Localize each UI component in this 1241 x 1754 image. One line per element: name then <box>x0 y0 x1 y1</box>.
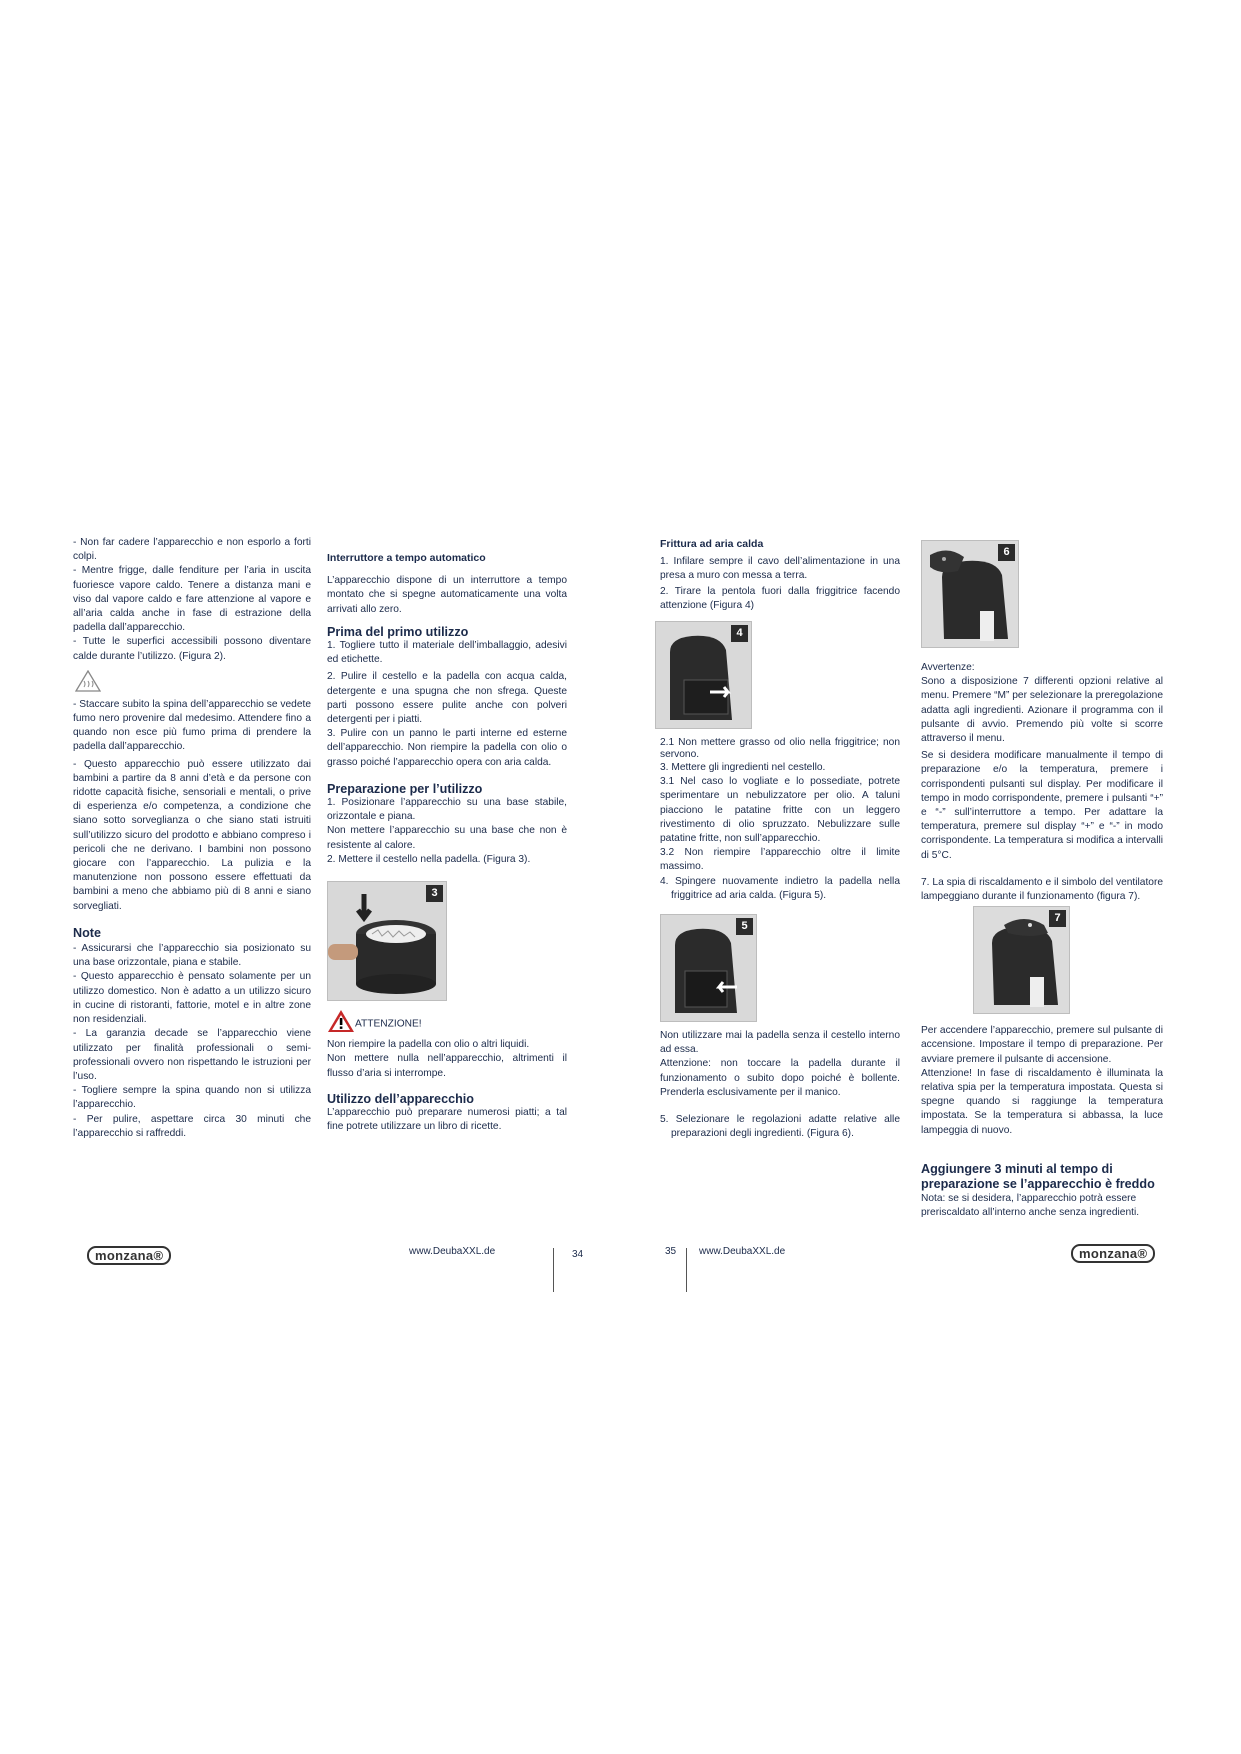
step: 3. Mettere gli ingredienti nel cestello. <box>660 762 826 774</box>
paragraph: - Questo apparecchio può essere utilizzato dai bambini a partire da 8 anni d’età e da persone con ridotte capacità fisiche, sensoriali e mentali, o prive di esperienza e/o competenza, a condizione che siano sotto sorveglianza o che siano stati istruiti sull’utilizzo sicuro del prodotto e abbiano compreso i pericoli che ne derivano. I bambini non possono giocare con l’apparecchio. La pulizia e la manutenzione non possono essere effettuati da bambini a meno che abbiamo più di 8 anni e siano sorvegliati. <box>73 758 311 912</box>
figure-5-push-pan-image <box>660 914 757 1022</box>
section-heading: Preparazione per l’utilizzo <box>327 781 483 796</box>
note-item: - Questo apparecchio è pensato solamente per un utilizzo domestico. Non è adatto a un utilizzo sicuro in cucine di ristoranti, fattorie, motel e in altre zone non residenziali. <box>73 971 311 1026</box>
figure-3-basket-image <box>327 881 447 1001</box>
column-2 <box>327 551 567 1134</box>
paragraph: Non riempire la padella con olio o altri liquidi. <box>327 1039 530 1051</box>
paragraph: L’apparecchio può preparare numerosi piatti; a tal fine potrete utilizzare un libro di ricette. <box>327 1107 567 1133</box>
section-heading: Prima del primo utilizzo <box>327 624 469 639</box>
figure-6-control-panel-image <box>921 540 1019 648</box>
paragraph: - Non far cadere l’apparecchio e non esporlo a forti colpi. <box>73 537 311 563</box>
step: 5. Selezionare le regolazioni adatte relative alle preparazioni degli ingredienti. (Figura 6). <box>660 1114 900 1140</box>
paragraph: L’apparecchio dispone di un interruttore a tempo montato che si spegne automaticamente una volta arrivati allo zero. <box>327 575 567 615</box>
figure-4-pull-pan-image <box>655 621 752 729</box>
step: 4. Spingere nuovamente indietro la padella nella friggitrice ad aria calda. (Figura 5). <box>660 875 900 901</box>
figure-number: 3 <box>426 885 443 902</box>
paragraph: Sono a disposizione 7 differenti opzioni relative al menu. Premere “M” per selezionare la preregolazione adatta agli ingredienti. Azionare il programma con il pulsante di avvio. Premendo più volte si scorre attraverso il menu. <box>921 676 1163 745</box>
brand-logo-left: monzana® <box>87 1246 171 1265</box>
section-heading: Frittura ad aria calda <box>660 538 764 550</box>
section-heading: Aggiungere 3 minuti al tempo di preparazione se l’apparecchio è freddo <box>921 1161 1155 1191</box>
step: 2.1 Non mettere grasso od olio nella friggitrice; non servono. <box>660 737 900 761</box>
note-item: - Togliere sempre la spina quando non si utilizza l’apparecchio. <box>73 1085 311 1111</box>
warning-icon <box>327 1009 355 1038</box>
paragraph: Se si desidera modificare manualmente il tempo di preparazione e/o la temperatura, premere i corrispondenti pulsanti sul display. Per modificare il tempo in modo corrispondente, premere i pulsanti “+” e “-” sull’interruttore a tempo. Per adattare la temperatura, premere sul display “+” e “-” in modo corrispondente. La temperatura si modifica a intervalli di 5°C. <box>921 750 1163 861</box>
column-4 <box>921 540 1163 1220</box>
paragraph: Nota: se si desidera, l’apparecchio potrà essere preriscaldato all’interno anche senza ingredienti. <box>921 1192 1140 1219</box>
note-item: - Per pulire, aspettare circa 30 minuti che l’apparecchio si raffreddi. <box>73 1113 311 1139</box>
paragraph: - Staccare subito la spina dell’apparecchio se vedete fumo nero provenire dal medesimo. Attendere fino a quando non esce più fumo prima di prendere la padella dall’apparecchio. <box>73 698 311 753</box>
note-item: - Assicurarsi che l’apparecchio sia posizionato su una base orizzontale, piana e stabile. <box>73 943 311 969</box>
step: 7. La spia di riscaldamento e il simbolo del ventilatore lampeggiano durante il funzionamento (figura 7). <box>921 876 1163 903</box>
page-divider <box>686 1248 687 1292</box>
column-3 <box>660 537 900 1141</box>
paragraph: Non mettere nulla nell’apparecchio, altrimenti il flusso d’aria si interrompe. <box>327 1053 567 1079</box>
attention-label: ATTENZIONE! <box>355 1018 422 1030</box>
note-heading: Note <box>73 925 101 940</box>
figure-number: 5 <box>736 918 753 935</box>
step: 1. Infilare sempre il cavo dell’alimentazione in una presa a muro con messa a terra. <box>660 556 900 582</box>
note-item: - La garanzia decade se l’apparecchio viene utilizzato per finalità professionali o semi-professionali ovvero non rispettando le istruzioni per l’uso. <box>73 1028 311 1082</box>
page-divider <box>553 1248 554 1292</box>
section-heading: Interruttore a tempo automatico <box>327 552 486 564</box>
figure-number: 4 <box>731 625 748 642</box>
paragraph: Non utilizzare mai la padella senza il cestello interno ad essa. <box>660 1030 900 1056</box>
paragraph: Attenzione: non toccare la padella durante il funzionamento o subito dopo poiché è bollente. Prenderla esclusivamente per il manico. <box>660 1058 900 1098</box>
website-link-right[interactable]: www.DeubaXXL.de <box>699 1246 786 1257</box>
step: 2. Pulire il cestello e la padella con acqua calda, detergente e una spugna che non sfrega. Queste parti possono essere pulite anche con polveri detergenti per i piatti. <box>327 671 567 726</box>
step: 2. Mettere il cestello nella padella. (Figura 3). <box>327 853 531 865</box>
figure-number: 7 <box>1049 910 1066 927</box>
website-link-left[interactable]: www.DeubaXXL.de <box>409 1246 496 1257</box>
column-1 <box>73 536 311 1141</box>
figure-7-indicator-image <box>973 906 1070 1014</box>
paragraph: Attenzione! In fase di riscaldamento è illuminata la relativa spia per la temperatura impostata. Questa si spegne quando si raggiunge la temperatura impostata. Se la temperatura si abbassa, la luce lampeggia di nuovo. <box>921 1067 1163 1136</box>
paragraph: - Mentre frigge, dalle fenditure per l’aria in uscita fuoriesce vapore caldo. Tenere a distanza mani e viso dal vapore caldo e fare attenzione al vapore e all’aria calda anche in fase di estrazione della padella dall’apparecchio. <box>73 565 311 634</box>
section-heading: Avvertenze: <box>921 662 975 673</box>
figure-number: 6 <box>998 544 1015 561</box>
step: 2. Tirare la pentola fuori dalla friggitrice facendo attenzione (Figura 4) <box>660 585 900 611</box>
section-heading: Utilizzo dell’apparecchio <box>327 1091 474 1106</box>
attention-block <box>327 1009 567 1081</box>
paragraph: Per accendere l’apparecchio, premere sul pulsante di accensione. Impostare il tempo di preparazione. Per avviare premere il pulsante di accensione. <box>921 1025 1163 1065</box>
paragraph: Non mettere l’apparecchio su una base che non è resistente al calore. <box>327 825 567 851</box>
step: 3. Pulire con un panno le parti interne ed esterne dell’apparecchio. Non riempire la padella con olio o grasso poiché l’apparecchio opera con aria calda. <box>327 728 567 768</box>
page-number-right: 35 <box>665 1246 677 1257</box>
paragraph: - Tutte le superfici accessibili possono diventare calde durante l’utilizzo. (Figura 2). <box>73 636 311 662</box>
hot-surface-warning-icon <box>75 670 101 692</box>
brand-logo-right: monzana® <box>1071 1244 1155 1263</box>
page-number-left: 34 <box>572 1249 584 1260</box>
step: 1. Posizionare l’apparecchio su una base stabile, orizzontale e piana. <box>327 797 567 823</box>
step: 3.1 Nel caso lo vogliate e lo possediate, potrete sperimentare un nebulizzatore per olio. A taluni piacciono le patatine fritte con un leggero rivestimento di olio spruzzato. Nebulizzare sulle patatine fritte, non sull’apparecchio. <box>660 776 900 845</box>
step: 3.2 Non riempire l’apparecchio oltre il limite massimo. <box>660 847 900 873</box>
step: 1. Togliere tutto il materiale dell’imballaggio, adesivi ed etichette. <box>327 640 567 666</box>
